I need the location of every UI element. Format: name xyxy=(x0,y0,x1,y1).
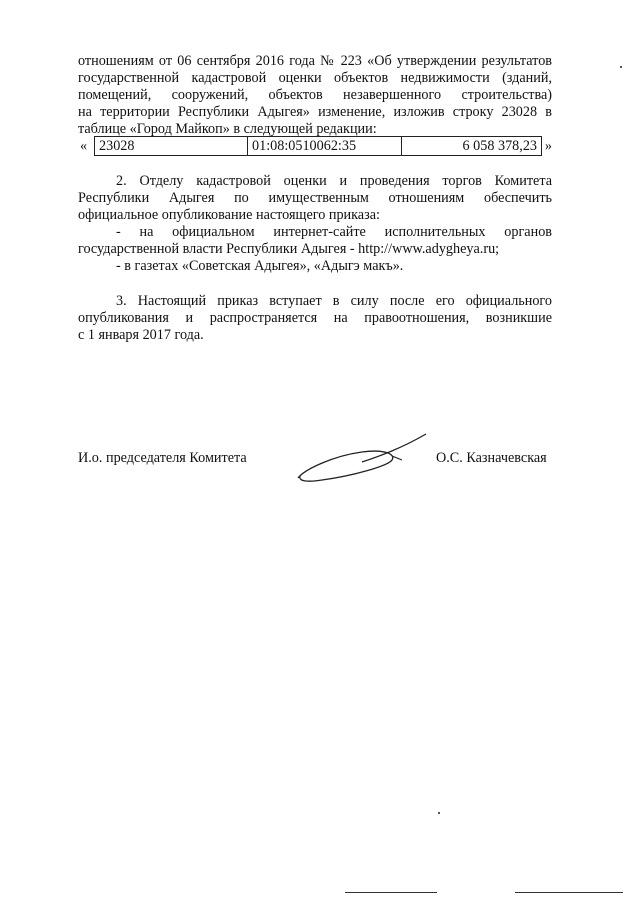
text-line: с 1 января 2017 года. xyxy=(78,327,204,343)
text-line: - в газетах «Советская Адыгея», «Адыгэ макъ». xyxy=(116,258,404,274)
scan-artifact xyxy=(438,812,440,814)
cadastral-value-cell: 6 058 378,23 xyxy=(401,137,541,155)
open-quote: « xyxy=(80,138,88,154)
text-line: официальное опубликование настоящего приказа: xyxy=(78,207,380,223)
handwritten-signature xyxy=(292,426,432,486)
close-quote: » xyxy=(544,138,552,154)
text-line: государственной кадастровой оценки объектов недвижимости (зданий, xyxy=(78,70,552,86)
text-line: опубликования и распространяется на правоотношения, возникшие xyxy=(78,310,552,326)
row-number-cell: 23028 xyxy=(99,138,135,154)
signatory-position: И.о. председателя Комитета xyxy=(78,450,247,466)
text-line: 2. Отделу кадастровой оценки и проведения торгов Комитета xyxy=(116,173,552,189)
scan-artifact xyxy=(620,66,622,68)
cadastral-number-cell: 01:08:0510062:35 xyxy=(247,137,401,155)
text-line: на территории Республики Адыгея» изменение, изложив строку 23028 в xyxy=(78,104,552,120)
table-cells xyxy=(94,136,542,156)
paragraph-effective-date xyxy=(78,293,552,344)
bottom-rule-right xyxy=(515,892,623,893)
bottom-rule-left xyxy=(345,892,437,893)
text-line: - на официальном интернет-сайте исполнительных органов xyxy=(116,224,552,240)
text-line: Республики Адыгея по имущественным отношениям обеспечить xyxy=(78,190,552,206)
text-line: государственной власти Республики Адыгея - http://www.adygheya.ru; xyxy=(78,241,500,257)
text-line: отношениям от 06 сентября 2016 года № 223 «Об утверждении результатов xyxy=(78,53,552,69)
paragraph-publication xyxy=(78,173,552,275)
signatory-name: О.С. Казначевская xyxy=(436,450,547,466)
text-line: 3. Настоящий приказ вступает в силу после его официального xyxy=(116,293,552,309)
text-line: таблице «Город Майкоп» в следующей редакции: xyxy=(78,121,377,137)
text-line: помещений, сооружений, объектов незавершенного строительства) xyxy=(78,87,552,103)
paragraph-amendment xyxy=(78,53,552,138)
table-row xyxy=(78,136,552,156)
